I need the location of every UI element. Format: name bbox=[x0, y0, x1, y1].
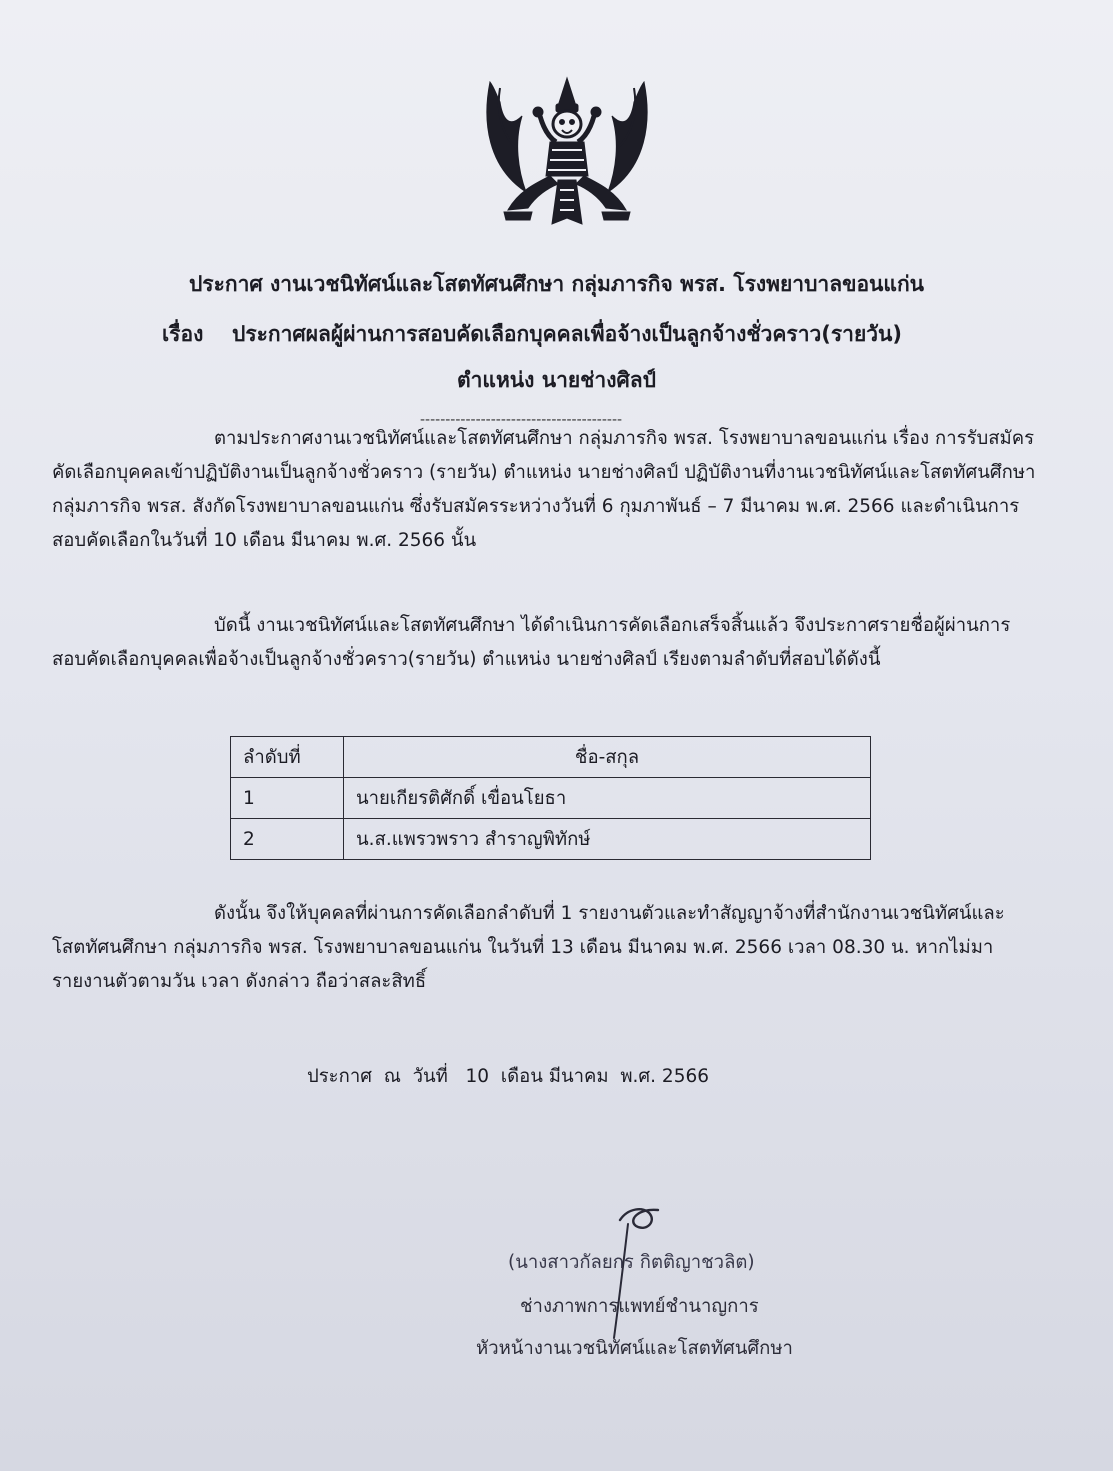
table-header-row bbox=[231, 737, 871, 778]
garuda-emblem-icon bbox=[478, 72, 656, 242]
signatory-title: หัวหน้างานเวชนิทัศน์และโสตทัศนศึกษา bbox=[476, 1338, 793, 1359]
column-header-rank: ลำดับที่ bbox=[231, 737, 344, 778]
header-divider: ---------------------------------------- bbox=[420, 412, 623, 428]
name-cell: นายเกียรติศักดิ์ เขื่อนโยธา bbox=[344, 778, 871, 819]
rank-cell: 1 bbox=[231, 778, 344, 819]
announcement-subject bbox=[162, 318, 982, 351]
paragraph-line: บัดนี้ งานเวชนิทัศน์และโสตทัศนศึกษา ได้ดำเนินการคัดเลือกเสร็จสิ้นแล้ว จึงประกาศรายชื่อผู้ผ่านการ bbox=[214, 615, 1011, 636]
table-row bbox=[231, 819, 871, 860]
paragraph-line: สอบคัดเลือกบุคคลเพื่อจ้างเป็นลูกจ้างชั่วคราว(รายวัน) ตำแหน่ง นายช่างศิลป์ เรียงตามลำดับที่สอบได้ดังนี้ bbox=[52, 649, 881, 670]
announcement-date: ประกาศ ณ วันที่ 10 เดือน มีนาคม พ.ศ. 2566 bbox=[307, 1066, 710, 1087]
paragraph-3 bbox=[52, 897, 1072, 999]
announcement-title: ประกาศ งานเวชนิทัศน์และโสตทัศนศึกษา กลุ่มภารกิจ พรส. โรงพยาบาลขอนแก่น bbox=[188, 272, 925, 296]
subject-label: เรื่อง bbox=[162, 322, 204, 346]
table-row bbox=[231, 778, 871, 819]
results-table bbox=[230, 736, 871, 860]
signatory-position: ช่างภาพการแพทย์ชำนาญการ bbox=[520, 1296, 759, 1317]
name-cell: น.ส.แพรวพราว สำราญพิทักษ์ bbox=[344, 819, 871, 860]
paragraph-line: รายงานตัวตามวัน เวลา ดังกล่าว ถือว่าสละสิทธิ์ bbox=[52, 971, 427, 992]
rank-cell: 2 bbox=[231, 819, 344, 860]
paragraph-line: สอบคัดเลือกในวันที่ 10 เดือน มีนาคม พ.ศ. 2566 นั้น bbox=[52, 530, 477, 551]
paragraph-1 bbox=[52, 422, 1072, 558]
paragraph-2 bbox=[52, 609, 1072, 677]
signatory-name: (นางสาวกัลยกร กิตติญาชวลิต) bbox=[508, 1252, 755, 1273]
paragraph-line: กลุ่มภารกิจ พรส. สังกัดโรงพยาบาลขอนแก่น ซึ่งรับสมัครระหว่างวันที่ 6 กุมภาพันธ์ – 7 มีนาคม พ.ศ. 2566 และดำเนินการ bbox=[52, 496, 1020, 517]
paragraph-line: คัดเลือกบุคคลเข้าปฏิบัติงานเป็นลูกจ้างชั่วคราว (รายวัน) ตำแหน่ง นายช่างศิลป์ ปฏิบัติงานที่งานเวชนิทัศน์และโสตทัศนศึกษา bbox=[52, 462, 1036, 483]
subject-text: ประกาศผลผู้ผ่านการสอบคัดเลือกบุคคลเพื่อจ้างเป็นลูกจ้างชั่วคราว(รายวัน) bbox=[232, 322, 903, 346]
column-header-name: ชื่อ-สกุล bbox=[344, 737, 871, 778]
announcement-position: ตำแหน่ง นายช่างศิลป์ bbox=[456, 368, 656, 392]
paragraph-line: ตามประกาศงานเวชนิทัศน์และโสตทัศนศึกษา กลุ่มภารกิจ พรส. โรงพยาบาลขอนแก่น เรื่อง การรับสมัคร bbox=[214, 428, 1035, 449]
paragraph-line: ดังนั้น จึงให้บุคคลที่ผ่านการคัดเลือกลำดับที่ 1 รายงานตัวและทำสัญญาจ้างที่สำนักงานเวชนิทัศน์และ bbox=[214, 903, 1005, 924]
paragraph-line: โสตทัศนศึกษา กลุ่มภารกิจ พรส. โรงพยาบาลขอนแก่น ในวันที่ 13 เดือน มีนาคม พ.ศ. 2566 เวลา 08.30 น. หากไม่มา bbox=[52, 937, 994, 958]
